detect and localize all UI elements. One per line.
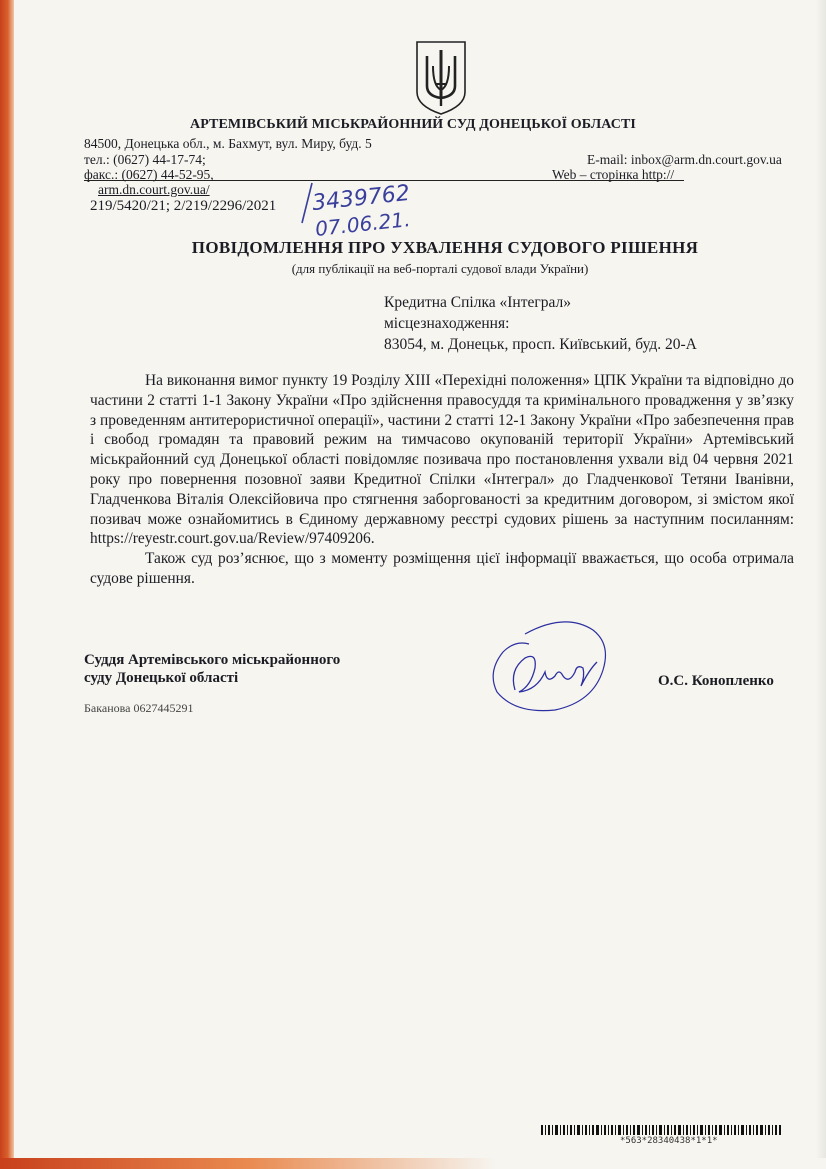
- court-fax: факс.: (0627) 44-52-95,: [84, 167, 214, 182]
- court-name: АРТЕМІВСЬКИЙ МІСЬКРАЙОННИЙ СУД ДОНЕЦЬКОЇ ОБЛАСТІ: [190, 117, 636, 132]
- handwritten-registration-number: 3439762: [310, 180, 412, 217]
- handwritten-registration-date: 07.06.21.: [314, 207, 412, 241]
- judge-name: О.С. Конопленко: [658, 673, 774, 689]
- notice-body: [90, 371, 794, 589]
- court-web-url[interactable]: arm.dn.court.gov.ua/: [98, 182, 210, 197]
- barcode-text: *563*28340438*1*1*: [620, 1136, 718, 1146]
- case-numbers: 219/5420/21; 2/219/2296/2021: [90, 198, 277, 214]
- recipient-address: 83054, м. Донецьк, просп. Київський, буд. 20-А: [384, 336, 697, 353]
- coat-of-arms-icon: [413, 40, 469, 116]
- recipient-location-label: місцезнаходження:: [384, 315, 510, 332]
- barcode-icon: [541, 1125, 781, 1135]
- body-paragraph-1: На виконання вимог пункту 19 Розділу XIII «Перехідні положення» ЦПК України та відповідно до частини 2 статті 1-1 Закону України «Про здійснення правосуддя та кримінального провадження у зв’язку з проведенням антитерористичної операції», частини 2 статті 12-1 Закону України «Про забезпечення прав і свобод громадян та правовий режим на тимчасово окупованій території України» Артемівський міськрайонний суд Донецької області повідомляє позивача про постановлення ухвали від 04 червня 2021 року про повернення позовної заяви Кредитної Спілки «Інтеграл» до Гладченкової Тетяни Іванівни, Гладченкова Віталія Олексійовича про стягнення заборгованості за кредитним договором, зі змістом якої позивач може ознайомитись в Єдиному державному реєстрі судових рішень за наступним посиланням: https://reyestr.court.gov.ua/Review/97409206.: [90, 372, 794, 548]
- executor-contact: Баканова 0627445291: [84, 701, 194, 715]
- court-phone: тел.: (0627) 44-17-74;: [84, 152, 206, 167]
- court-web-label: Web – сторінка http://: [552, 167, 675, 182]
- scan-edge-bottom: [0, 1158, 826, 1169]
- recipient-name: Кредитна Спілка «Інтеграл»: [384, 294, 571, 311]
- notice-title: ПОВІДОМЛЕННЯ ПРО УХВАЛЕННЯ СУДОВОГО РІШЕННЯ: [191, 238, 699, 257]
- notice-subtitle: (для публікації на веб-порталі судової влади України): [291, 261, 589, 276]
- judge-position-line1: Суддя Артемівського міськрайонного: [84, 652, 341, 668]
- handwritten-signature: [485, 610, 615, 718]
- court-address: 84500, Донецька обл., м. Бахмут, вул. Миру, буд. 5: [84, 136, 372, 151]
- court-email[interactable]: E-mail: inbox@arm.dn.court.gov.ua: [587, 152, 782, 167]
- handwritten-bracket: [300, 182, 308, 222]
- judge-position-line2: суду Донецької області: [84, 670, 239, 686]
- body-paragraph-2: Також суд роз’яснює, що з моменту розміщення цієї інформації вважається, що особа отримала судове рішення.: [90, 550, 794, 587]
- header-divider: [84, 180, 684, 181]
- scan-edge-right: [816, 0, 826, 1169]
- scan-edge-left: [0, 0, 14, 1169]
